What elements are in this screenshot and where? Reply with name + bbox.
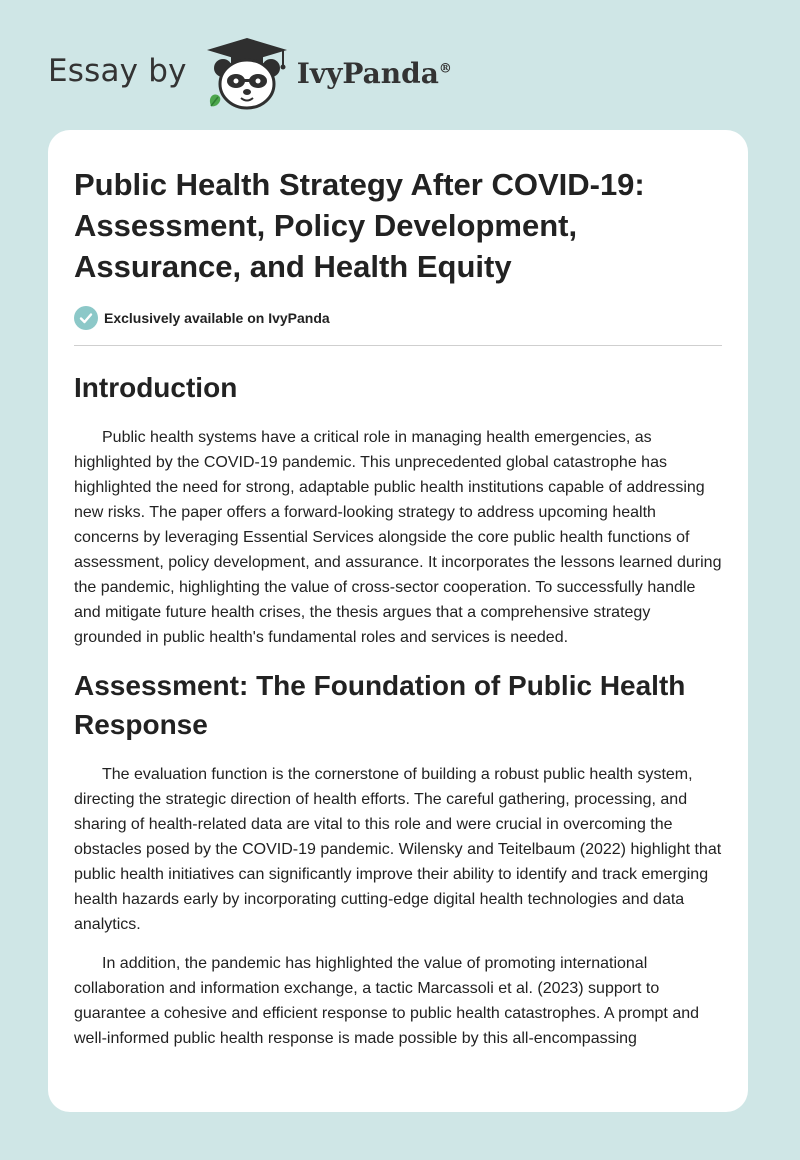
divider [74,345,722,346]
exclusive-badge-label: Exclusively available on IvyPanda [104,310,330,326]
paragraph: The evaluation function is the cornerstone of building a robust public health system, directing the strategic direction of health efforts. The careful gathering, processing, and sharing of health-related data are vital to this role and were crucial in overcoming the obstacles posed by the COVID-19 pandemic. Wilensky and Teitelbaum (2022) highlight that public health initiatives can significantly improve their ability to identify and track emerging health hazards early by incorporating cutting-edge digital health technologies and data analytics. [74,766,722,933]
exclusive-badge [74,305,722,331]
brand-name: IvyPanda® [296,56,452,90]
essay-card [48,130,748,1112]
brand-header[interactable] [48,34,452,114]
registered-mark: ® [438,61,452,77]
brand-prefix: Essay by [48,53,187,89]
essay-title: Public Health Strategy After COVID-19: Assessment, Policy Development, Assurance, and Health Equity [74,167,645,284]
paragraph: Public health systems have a critical role in managing health emergencies, as highlighted by the COVID-19 pandemic. This unprecedented global catastrophe has highlighted the need for strong, adaptable public health institutions capable of addressing new risks. The paper offers a forward-looking strategy to address upcoming health concerns by leveraging Essential Services alongside the core public health functions of assessment, policy development, and assurance. It incorporates the lessons learned during the pandemic, highlighting the value of cross-sector cooperation. To successfully handle and mitigate future health crises, the thesis argues that a comprehensive strategy grounded in public health's fundamental roles and services is needed. [74,429,722,646]
paragraph: In addition, the pandemic has highlighted the value of promoting international collaboration and information exchange, a tactic Marcassoli et al. (2023) support to guarantee a cohesive and efficient response to public health catastrophes. A prompt and well-informed public health response is made possible by this all-encompassing [74,955,700,1047]
section-heading-introduction: Introduction [74,372,238,403]
section-heading-assessment: Assessment: The Foundation of Public Health Response [74,670,686,740]
panda-logo-icon [203,36,291,112]
check-icon [74,306,98,330]
